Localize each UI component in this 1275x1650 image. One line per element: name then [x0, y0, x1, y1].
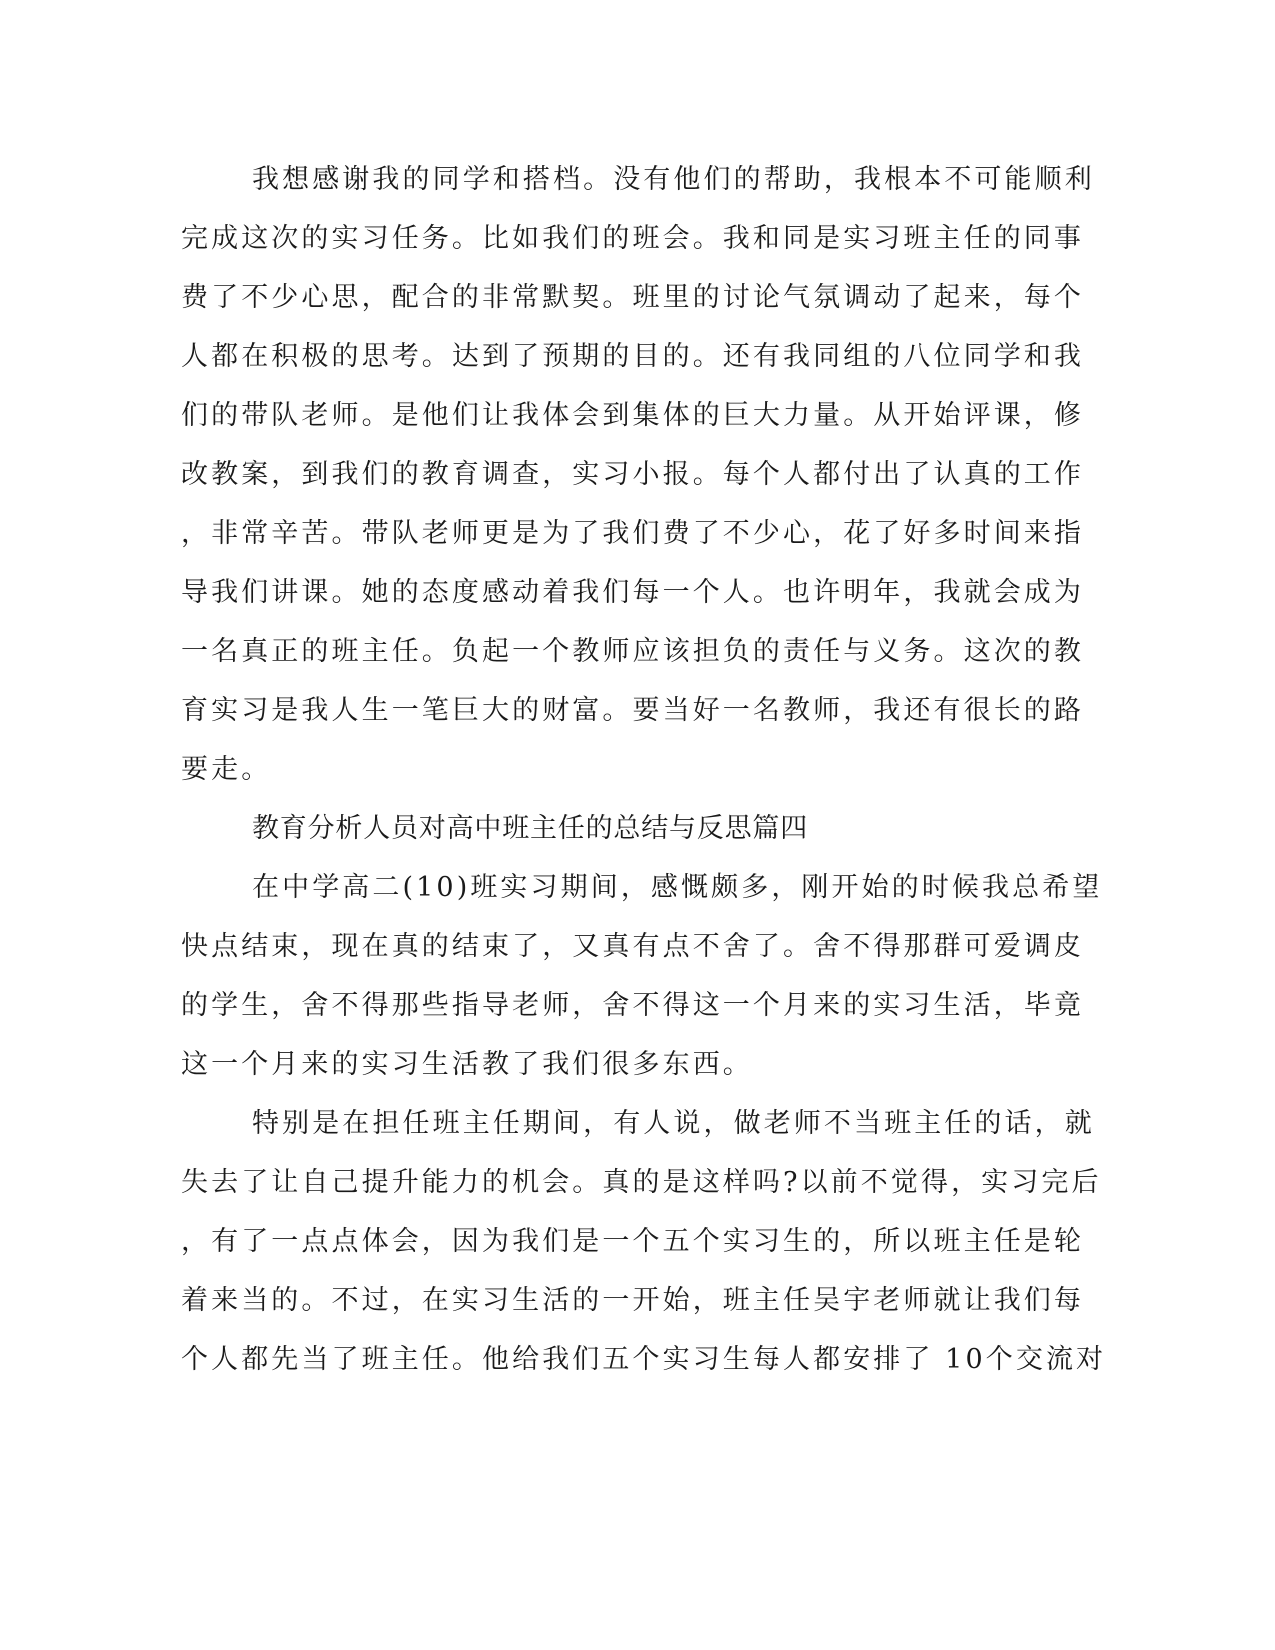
paragraph-2-line-3: 的学生，舍不得那些指导老师，舍不得这一个月来的实习生活，毕竟: [181, 990, 1084, 1021]
paragraph-1-line-8: 导我们讲课。她的态度感动着我们每一个人。也许明年，我就会成为: [181, 577, 1084, 608]
paragraph-1-line-3: 费了不少心思，配合的非常默契。班里的讨论气氛调动了起来，每个: [181, 282, 1084, 313]
paragraph-1-line-4: 人都在积极的思考。达到了预期的目的。还有我同组的八位同学和我: [181, 341, 1084, 372]
paragraph-1-line-9: 一名真正的班主任。负起一个教师应该担负的责任与义务。这次的教: [181, 636, 1084, 667]
paragraph-3-line-5: 个人都先当了班主任。他给我们五个实习生每人都安排了 10个交流对: [181, 1344, 1107, 1375]
paragraph-1-line-6: 改教案，到我们的教育调查，实习小报。每个人都付出了认真的工作: [181, 459, 1084, 490]
paragraph-3-line-1: 特别是在担任班主任期间，有人说，做老师不当班主任的话，就: [252, 1108, 1095, 1139]
paragraph-1-line-7: ，非常辛苦。带队老师更是为了我们费了不少心，花了好多时间来指: [181, 518, 1084, 549]
paragraph-1-line-10: 育实习是我人生一笔巨大的财富。要当好一名教师，我还有很长的路: [181, 695, 1084, 726]
paragraph-1-line-11: 要走。: [181, 754, 272, 785]
paragraph-1-line-2: 完成这次的实习任务。比如我们的班会。我和同是实习班主任的同事: [181, 223, 1084, 254]
paragraph-3-line-3: ，有了一点点体会，因为我们是一个五个实习生的，所以班主任是轮: [181, 1226, 1084, 1257]
paragraph-2-line-1: 在中学高二(10)班实习期间，感慨颇多，刚开始的时候我总希望: [252, 872, 1103, 903]
paragraph-2-line-2: 快点结束，现在真的结束了，又真有点不舍了。舍不得那群可爱调皮: [181, 931, 1084, 962]
paragraph-1-line-5: 们的带队老师。是他们让我体会到集体的巨大力量。从开始评课，修: [181, 400, 1084, 431]
paragraph-1-line-1: 我想感谢我的同学和搭档。没有他们的帮助，我根本不可能顺利: [252, 164, 1095, 195]
paragraph-3-line-4: 着来当的。不过，在实习生活的一开始，班主任吴宇老师就让我们每: [181, 1285, 1084, 1316]
paragraph-3-line-2: 失去了让自己提升能力的机会。真的是这样吗?以前不觉得，实习完后: [181, 1167, 1102, 1198]
section-heading: 教育分析人员对高中班主任的总结与反思篇四: [252, 813, 808, 844]
paragraph-2-line-4: 这一个月来的实习生活教了我们很多东西。: [181, 1049, 753, 1080]
